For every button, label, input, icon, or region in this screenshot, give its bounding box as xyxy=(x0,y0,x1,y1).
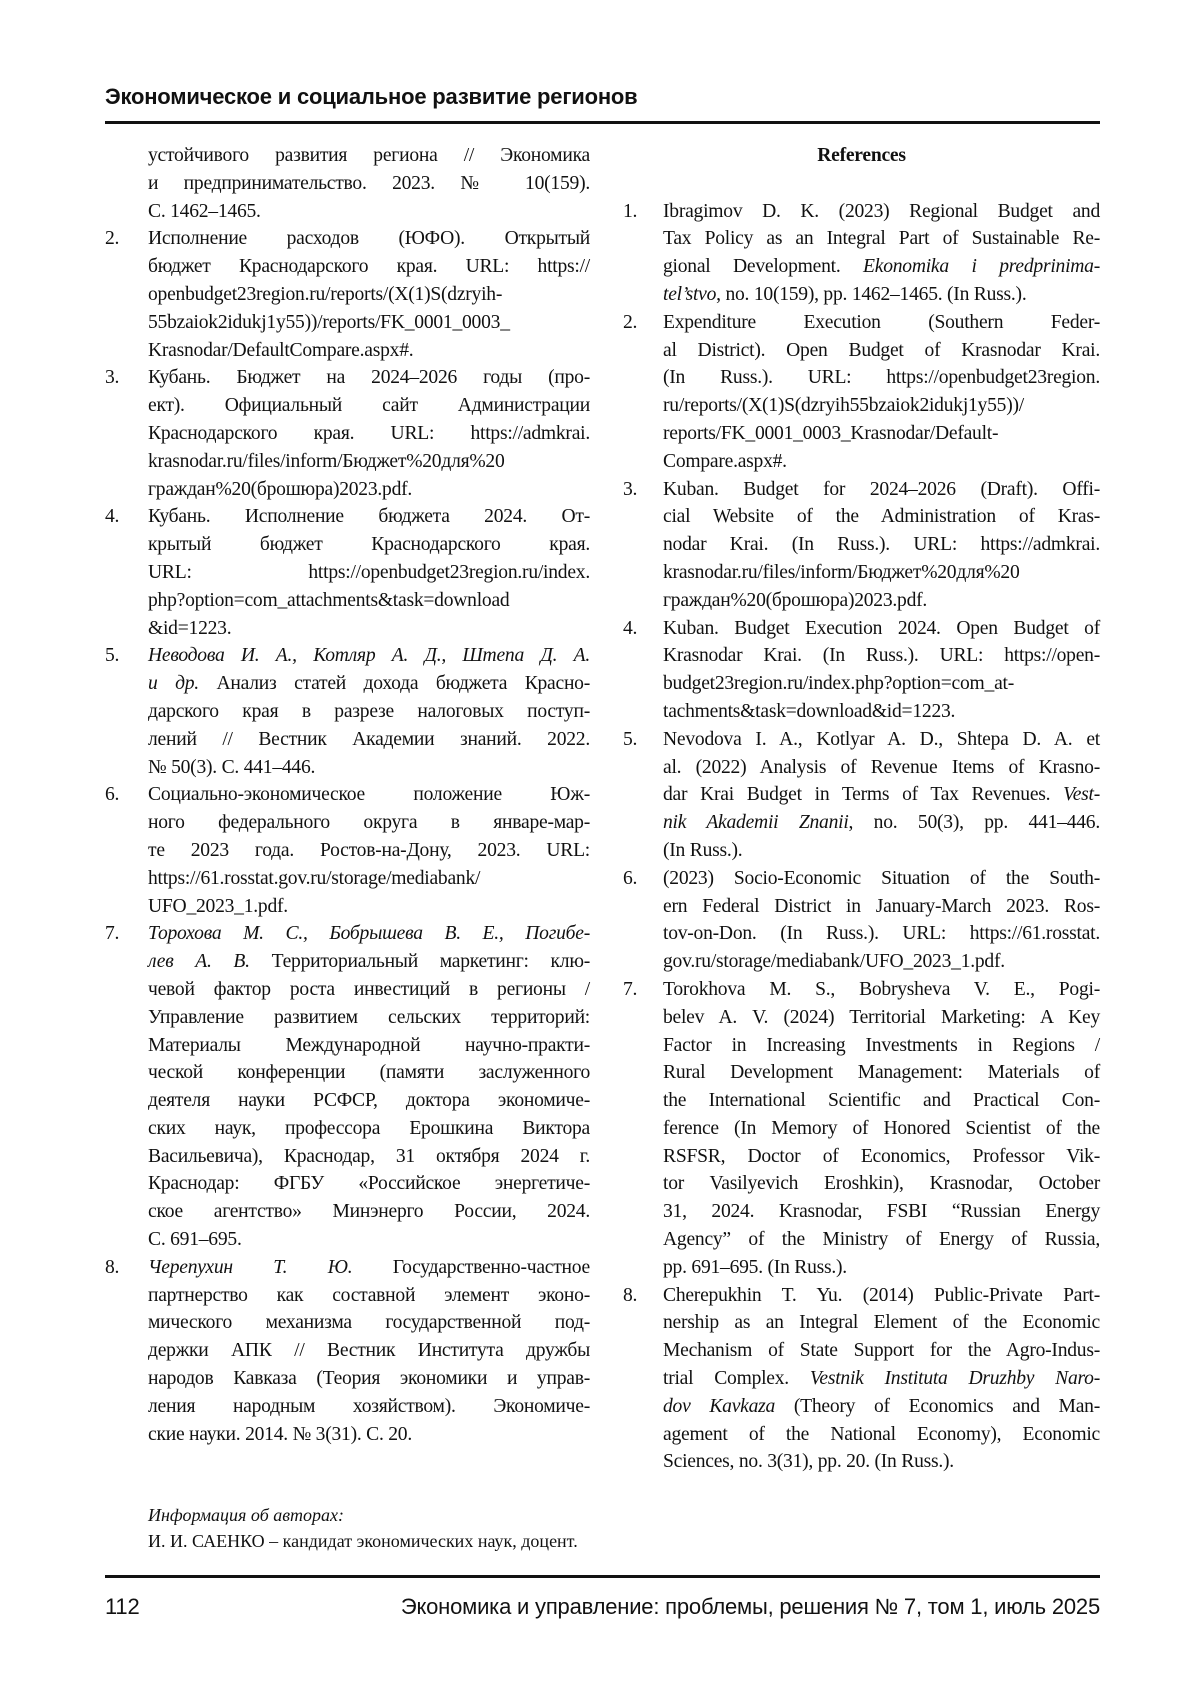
reference-text: Rural Development Management: Materials of xyxy=(663,1062,1100,1083)
reference-line xyxy=(663,698,1100,726)
author-info-heading: Информация об авторах: xyxy=(148,1502,344,1528)
reference-entry xyxy=(105,142,590,225)
reference-line xyxy=(663,976,1100,1004)
reference-text: Compare.aspx#. xyxy=(663,451,787,472)
reference-italic-text: Vestnik Instituta Druzhby Naro- xyxy=(810,1368,1100,1389)
reference-entry xyxy=(623,726,1100,865)
reference-italic-text: и др. xyxy=(148,673,199,694)
reference-line xyxy=(148,1004,590,1032)
reference-text: Материалы Международной научно-практи- xyxy=(148,1035,590,1056)
reference-line xyxy=(663,670,1100,698)
reference-text: belev A. V. (2024) Territorial Marketing: A Key xyxy=(663,1007,1100,1028)
reference-line xyxy=(148,531,590,559)
reference-text: php?option=com_attachments&task=download xyxy=(148,590,509,611)
reference-line xyxy=(663,1254,1100,1282)
reference-line xyxy=(148,1421,590,1449)
reference-italic-text: Неводова И. А., Котляр А. Д., Штепа Д. А. xyxy=(148,645,590,666)
reference-line xyxy=(148,893,590,921)
reference-line xyxy=(148,142,590,170)
reference-text: 31, 2024. Krasnodar, FSBI “Russian Energy xyxy=(663,1201,1100,1222)
reference-line xyxy=(148,1393,590,1421)
reference-text: gov.ru/storage/mediabank/UFO_2023_1.pdf. xyxy=(663,951,1005,972)
reference-text: Кубань. Бюджет на 2024–2026 годы (про- xyxy=(148,367,590,388)
reference-text: , no. 50(3), pp. 441–446. xyxy=(849,812,1100,833)
right-column-references-en xyxy=(623,142,1100,1476)
reference-text: al. (2022) Analysis of Revenue Items of Krasno- xyxy=(663,757,1100,778)
reference-entry xyxy=(623,976,1100,1282)
reference-line xyxy=(663,476,1100,504)
reference-line xyxy=(148,1032,590,1060)
reference-line xyxy=(663,587,1100,615)
reference-text: Территориальный маркетинг: клю- xyxy=(250,951,590,972)
reference-text: Управление развитием сельских территорий: xyxy=(148,1007,590,1028)
reference-line xyxy=(148,364,590,392)
reference-line xyxy=(663,893,1100,921)
reference-text: партнерство как составной элемент эконо- xyxy=(148,1285,590,1306)
reference-number: 7. xyxy=(105,920,119,948)
reference-text: al District). Open Budget of Krasnodar Krai. xyxy=(663,340,1100,361)
reference-line xyxy=(663,253,1100,281)
reference-line xyxy=(663,1032,1100,1060)
reference-text: Kuban. Budget for 2024–2026 (Draft). Offi- xyxy=(663,479,1100,500)
reference-text: Tax Policy as an Integral Part of Sustainable Re- xyxy=(663,228,1100,249)
reference-line xyxy=(663,503,1100,531)
reference-text: (In Russ.). xyxy=(663,840,742,861)
reference-line xyxy=(148,920,590,948)
reference-italic-text: лев А. В. xyxy=(148,951,250,972)
reference-text: https://61.rosstat.gov.ru/storage/mediabank/ xyxy=(148,868,480,889)
reference-text: URL: https://openbudget23region.ru/index. xyxy=(148,562,590,583)
header-rule xyxy=(105,121,1100,124)
reference-italic-text: Vest- xyxy=(1063,784,1100,805)
reference-text: Nevodova I. A., Kotlyar A. D., Shtepa D. A. et xyxy=(663,729,1100,750)
reference-text: Mechanism of State Support for the Agro-Indus- xyxy=(663,1340,1100,1361)
reference-line xyxy=(663,1059,1100,1087)
reference-text: 55bzaiok2idukj1y55))/reports/FK_0001_0003_ xyxy=(148,312,510,333)
reference-italic-text: Торохова М. С., Бобрышева В. Е., Погибе- xyxy=(148,923,590,944)
reference-number: 8. xyxy=(623,1282,637,1310)
reference-line xyxy=(663,198,1100,226)
reference-line xyxy=(663,1170,1100,1198)
reference-number: 3. xyxy=(105,364,119,392)
reference-text: pp. 691–695. (In Russ.). xyxy=(663,1257,847,1278)
reference-line xyxy=(663,531,1100,559)
reference-entry xyxy=(623,865,1100,976)
reference-text: устойчивого развития региона // Экономика xyxy=(148,145,590,166)
reference-text: reports/FK_0001_0003_Krasnodar/Default- xyxy=(663,423,998,444)
left-column-references-ru xyxy=(105,142,590,1448)
reference-text: (Theory of Economics and Man- xyxy=(775,1396,1100,1417)
reference-line xyxy=(148,198,590,226)
reference-number: 5. xyxy=(105,642,119,670)
reference-text: ru/reports/(X(1)S(dzryih55bzaiok2idukj1y55))/ xyxy=(663,395,1024,416)
reference-text: бюджет Краснодарского края. URL: https:// xyxy=(148,256,590,277)
reference-line xyxy=(663,1393,1100,1421)
reference-text: Краснодар: ФГБУ «Российское энергетиче- xyxy=(148,1173,590,1194)
reference-line xyxy=(663,809,1100,837)
reference-text: tachments&task=download&id=1223. xyxy=(663,701,955,722)
reference-text: openbudget23region.ru/reports/(X(1)S(dzryih- xyxy=(148,284,502,305)
reference-italic-text: nik Akademii Znanii xyxy=(663,812,849,833)
reference-line xyxy=(148,781,590,809)
reference-line xyxy=(663,281,1100,309)
reference-text: krasnodar.ru/files/inform/Бюджет%20для%20 xyxy=(148,451,505,472)
reference-line xyxy=(148,253,590,281)
reference-entry xyxy=(105,920,590,1254)
reference-text: Краснодарского края. URL: https://admkrai. xyxy=(148,423,590,444)
reference-text: ного федерального округа в январе-мар- xyxy=(148,812,590,833)
reference-line xyxy=(663,837,1100,865)
reference-number: 6. xyxy=(105,781,119,809)
reference-line xyxy=(663,948,1100,976)
reference-line xyxy=(148,1115,590,1143)
reference-text: Cherepukhin T. Yu. (2014) Public-Private Part- xyxy=(663,1285,1100,1306)
reference-line xyxy=(148,559,590,587)
reference-text: Исполнение расходов (ЮФО). Открытый xyxy=(148,228,590,249)
reference-line xyxy=(148,281,590,309)
reference-text: tor Vasilyevich Eroshkin), Krasnodar, October xyxy=(663,1173,1100,1194)
reference-entry xyxy=(623,1282,1100,1477)
reference-entry xyxy=(105,642,590,781)
reference-number: 4. xyxy=(105,503,119,531)
author-info-line: И. И. САЕНКО – кандидат экономических наук, доцент. xyxy=(148,1528,578,1554)
reference-line xyxy=(663,337,1100,365)
reference-number: 3. xyxy=(623,476,637,504)
reference-text: Expenditure Execution (Southern Feder- xyxy=(663,312,1100,333)
reference-number: 1. xyxy=(623,198,637,226)
reference-text: (In Russ.). URL: https://openbudget23region. xyxy=(663,367,1100,388)
reference-line xyxy=(148,309,590,337)
reference-text: Krasnodar Krai. (In Russ.). URL: https://open- xyxy=(663,645,1100,666)
reference-text: ское агентство» Минэнерго России, 2024. xyxy=(148,1201,590,1222)
references-heading: References xyxy=(623,142,1100,198)
reference-line xyxy=(148,420,590,448)
reference-text: дарского края в разрезе налоговых поступ- xyxy=(148,701,590,722)
reference-line xyxy=(148,809,590,837)
reference-text: лений // Вестник Академии знаний. 2022. xyxy=(148,729,590,750)
reference-text: RSFSR, Doctor of Economics, Professor Vik- xyxy=(663,1146,1100,1167)
reference-entry xyxy=(623,309,1100,476)
reference-text: ских наук, профессора Ерошкина Виктора xyxy=(148,1118,590,1139)
reference-text: ские науки. 2014. № 3(31). С. 20. xyxy=(148,1424,412,1445)
reference-line xyxy=(148,225,590,253)
reference-text: krasnodar.ru/files/inform/Бюджет%20для%20 xyxy=(663,562,1020,583)
reference-text: Kuban. Budget Execution 2024. Open Budget of xyxy=(663,618,1100,639)
reference-line xyxy=(663,364,1100,392)
reference-text: Государственно-частное xyxy=(352,1257,590,1278)
reference-line xyxy=(663,642,1100,670)
reference-line xyxy=(663,392,1100,420)
reference-number: 8. xyxy=(105,1254,119,1282)
reference-text: народов Кавказа (Теория экономики и управ- xyxy=(148,1368,590,1389)
reference-line xyxy=(148,448,590,476)
reference-line xyxy=(663,420,1100,448)
reference-line xyxy=(148,170,590,198)
reference-line xyxy=(148,754,590,782)
reference-line xyxy=(663,448,1100,476)
footer-rule xyxy=(105,1575,1100,1578)
reference-text: ern Federal District in January-March 2023. Ros- xyxy=(663,896,1100,917)
reference-line xyxy=(148,1365,590,1393)
reference-line xyxy=(663,1143,1100,1171)
journal-footer: Экономика и управление: проблемы, решения № 7, том 1, июль 2025 xyxy=(401,1594,1100,1620)
reference-line xyxy=(148,726,590,754)
reference-text: budget23region.ru/index.php?option=com_at- xyxy=(663,673,1014,694)
page-number: 112 xyxy=(105,1594,139,1620)
reference-number: 7. xyxy=(623,976,637,1004)
reference-text: те 2023 года. Ростов-на-Дону, 2023. URL: xyxy=(148,840,590,861)
reference-text: С. 1462–1465. xyxy=(148,201,261,222)
reference-line xyxy=(663,225,1100,253)
running-header: Экономическое и социальное развитие регионов xyxy=(105,84,638,110)
reference-text: (2023) Socio-Economic Situation of the South- xyxy=(663,868,1100,889)
reference-text: ческой конференции (памяти заслуженного xyxy=(148,1062,590,1083)
reference-text: С. 691–695. xyxy=(148,1229,242,1250)
reference-text: № 50(3). С. 441–446. xyxy=(148,757,315,778)
reference-text: Васильевича), Краснодар, 31 октября 2024 г. xyxy=(148,1146,590,1167)
reference-line xyxy=(148,642,590,670)
reference-line xyxy=(148,476,590,504)
reference-line xyxy=(663,1004,1100,1032)
reference-text: ления народным хозяйством). Экономиче- xyxy=(148,1396,590,1417)
reference-line xyxy=(148,587,590,615)
reference-text: Кубань. Исполнение бюджета 2024. От- xyxy=(148,506,590,527)
reference-entry xyxy=(105,364,590,503)
reference-line xyxy=(148,948,590,976)
reference-line xyxy=(663,754,1100,782)
reference-number: 5. xyxy=(623,726,637,754)
reference-text: Factor in Increasing Investments in Regions / xyxy=(663,1035,1100,1056)
reference-italic-text: tel’stvo xyxy=(663,284,716,305)
reference-line xyxy=(148,1087,590,1115)
reference-text: чевой фактор роста инвестиций в регионы / xyxy=(148,979,590,1000)
reference-line xyxy=(148,1337,590,1365)
reference-line xyxy=(148,1170,590,1198)
reference-text: UFO_2023_1.pdf. xyxy=(148,896,288,917)
reference-line xyxy=(663,1282,1100,1310)
reference-line xyxy=(663,615,1100,643)
reference-entry xyxy=(623,198,1100,309)
reference-line xyxy=(663,1309,1100,1337)
reference-line xyxy=(663,1226,1100,1254)
reference-text: крытый бюджет Краснодарского края. xyxy=(148,534,590,555)
reference-line xyxy=(663,1087,1100,1115)
reference-line xyxy=(148,837,590,865)
reference-entry xyxy=(105,225,590,364)
reference-line xyxy=(148,698,590,726)
reference-line xyxy=(663,865,1100,893)
reference-entry xyxy=(623,476,1100,615)
reference-line xyxy=(148,1309,590,1337)
reference-line xyxy=(663,1421,1100,1449)
reference-line xyxy=(148,1254,590,1282)
reference-text: dar Krai Budget in Terms of Tax Revenues. xyxy=(663,784,1063,805)
reference-line xyxy=(663,1337,1100,1365)
reference-line xyxy=(148,615,590,643)
reference-line xyxy=(663,920,1100,948)
reference-text: &id=1223. xyxy=(148,618,231,639)
reference-text: gional Development. xyxy=(663,256,863,277)
reference-text: ference (In Memory of Honored Scientist of the xyxy=(663,1118,1100,1139)
reference-text: nodar Krai. (In Russ.). URL: https://admkrai. xyxy=(663,534,1100,555)
reference-line xyxy=(663,1115,1100,1143)
reference-entry xyxy=(623,615,1100,726)
reference-text: the International Scientific and Practical Con- xyxy=(663,1090,1100,1111)
reference-line xyxy=(148,865,590,893)
reference-entry xyxy=(105,781,590,920)
reference-number: 6. xyxy=(623,865,637,893)
reference-line xyxy=(663,1365,1100,1393)
reference-line xyxy=(148,337,590,365)
reference-text: граждан%20(брошюра)2023.pdf. xyxy=(148,479,412,500)
reference-text: trial Complex. xyxy=(663,1368,810,1389)
reference-line xyxy=(663,1448,1100,1476)
reference-text: держки АПК // Вестник Института дружбы xyxy=(148,1340,590,1361)
reference-text: Ibragimov D. K. (2023) Regional Budget and xyxy=(663,201,1100,222)
reference-text: Torokhova M. S., Bobrysheva V. E., Pogi- xyxy=(663,979,1100,1000)
reference-line xyxy=(663,1198,1100,1226)
reference-line xyxy=(148,1198,590,1226)
reference-text: деятеля науки РСФСР, доктора экономиче- xyxy=(148,1090,590,1111)
reference-line xyxy=(663,781,1100,809)
reference-text: мического механизма государственной под- xyxy=(148,1312,590,1333)
reference-text: Krasnodar/DefaultCompare.aspx#. xyxy=(148,340,413,361)
reference-text: Анализ статей дохода бюджета Красно- xyxy=(199,673,590,694)
reference-line xyxy=(663,559,1100,587)
reference-entry xyxy=(105,1254,590,1449)
reference-line xyxy=(148,392,590,420)
reference-text: , no. 10(159), pp. 1462–1465. (In Russ.). xyxy=(716,284,1026,305)
reference-text: и предпринимательство. 2023. № 10(159). xyxy=(148,173,590,194)
reference-text: ект). Официальный сайт Администрации xyxy=(148,395,590,416)
reference-line xyxy=(663,726,1100,754)
reference-italic-text: dov Kavkaza xyxy=(663,1396,775,1417)
reference-line xyxy=(148,503,590,531)
reference-text: nership as an Integral Element of the Economic xyxy=(663,1312,1100,1333)
reference-line xyxy=(148,1059,590,1087)
reference-number: 2. xyxy=(623,309,637,337)
reference-italic-text: Черепухин Т. Ю. xyxy=(148,1257,352,1278)
reference-number: 4. xyxy=(623,615,637,643)
reference-line xyxy=(148,1282,590,1310)
reference-line xyxy=(148,670,590,698)
reference-italic-text: Ekonomika i predprinima- xyxy=(863,256,1100,277)
reference-text: Социально-экономическое положение Юж- xyxy=(148,784,590,805)
reference-line xyxy=(148,976,590,1004)
reference-number: 2. xyxy=(105,225,119,253)
reference-line xyxy=(148,1143,590,1171)
reference-text: Agency” of the Ministry of Energy of Russia, xyxy=(663,1229,1100,1250)
reference-text: agement of the National Economy), Economic xyxy=(663,1424,1100,1445)
reference-text: Sciences, no. 3(31), pp. 20. (In Russ.). xyxy=(663,1451,954,1472)
reference-text: cial Website of the Administration of Kras- xyxy=(663,506,1100,527)
reference-line xyxy=(148,1226,590,1254)
reference-line xyxy=(663,309,1100,337)
reference-text: tov-on-Don. (In Russ.). URL: https://61.rosstat. xyxy=(663,923,1100,944)
reference-entry xyxy=(105,503,590,642)
reference-text: граждан%20(брошюра)2023.pdf. xyxy=(663,590,927,611)
